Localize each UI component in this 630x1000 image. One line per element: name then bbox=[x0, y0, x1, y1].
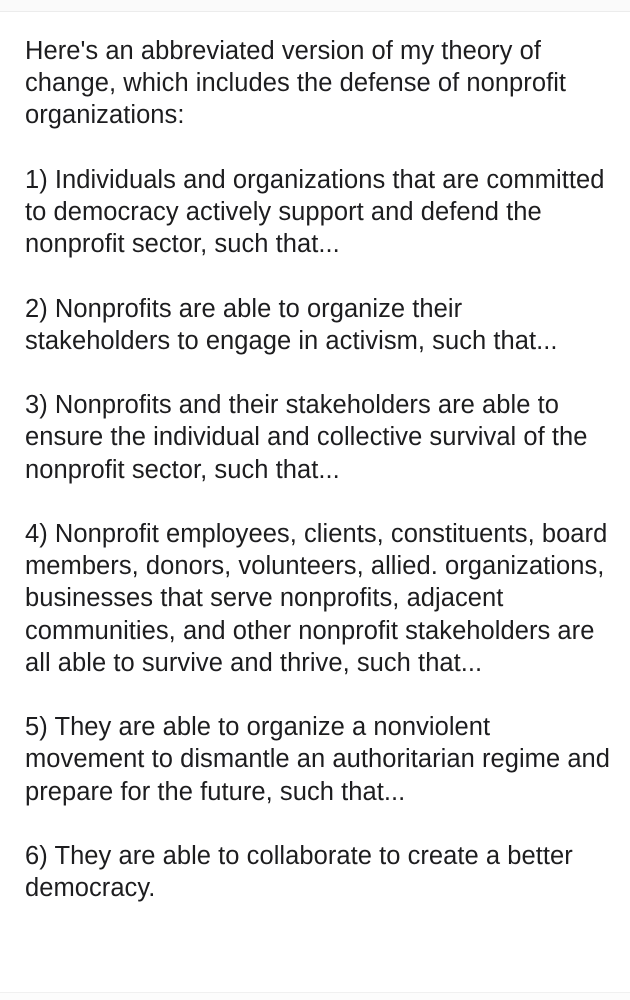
step-1-paragraph: 1) Individuals and organizations that are committed to democracy actively support and defend the nonprofit sector, such that... bbox=[25, 165, 605, 259]
top-divider bbox=[0, 0, 630, 12]
post-body bbox=[25, 35, 610, 904]
step-3-paragraph: 3) Nonprofits and their stakeholders are able to ensure the individual and collective survival of the nonprofit sector, such that... bbox=[25, 391, 588, 484]
step-5-paragraph: 5) They are able to organize a nonviolent movement to dismantle an authoritarian regime and prepare for the future, such that... bbox=[25, 713, 611, 806]
step-2-paragraph: 2) Nonprofits are able to organize their stakeholders to engage in activism, such that... bbox=[25, 294, 558, 355]
intro-paragraph: Here's an abbreviated version of my theory of change, which includes the defense of nonprofit organizations: bbox=[25, 37, 567, 130]
step-6-paragraph: 6) They are able to collaborate to create a better democracy. bbox=[25, 841, 573, 903]
bottom-divider bbox=[0, 992, 630, 1000]
step-4-paragraph: 4) Nonprofit employees, clients, constituents, board members, donors, volunteers, allied. organizations, businesses that serve nonprofits, adjacent communities, and other nonprofit stakeholders are all able to survive and thrive, such that... bbox=[25, 519, 608, 677]
